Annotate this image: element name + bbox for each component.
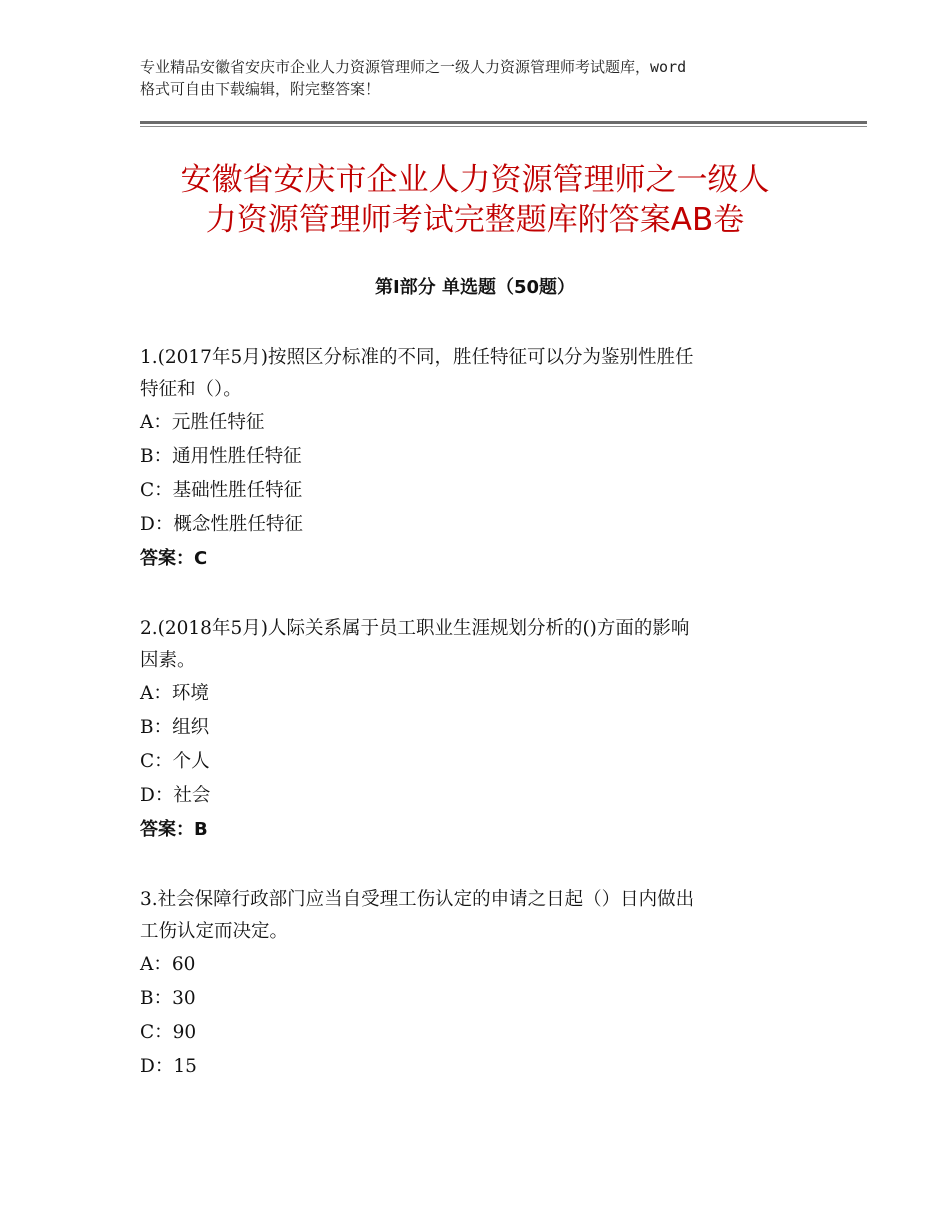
- section-title: 第Ⅰ部分 单选题（50题）: [374, 277, 575, 298]
- option-a: A：元胜任特征: [140, 412, 265, 433]
- option-d: D：概念性胜任特征: [140, 514, 303, 535]
- answer: 答案：B: [140, 819, 208, 840]
- question-3: [140, 884, 830, 1084]
- option-a: A：环境: [140, 683, 209, 704]
- question-stem: [140, 884, 830, 948]
- question-list: [140, 342, 830, 1121]
- question-stem: [140, 613, 830, 677]
- document-title: [120, 160, 830, 240]
- option-c: C：90: [140, 1022, 197, 1043]
- option-a: A：60: [140, 954, 196, 975]
- option-c: C：个人: [140, 751, 210, 772]
- question-stem-line: 因素。: [140, 650, 196, 671]
- header-note-line: 格式可自由下载编辑，附完整答案！: [140, 80, 381, 98]
- header-divider-thick: [140, 121, 867, 124]
- header-note: [140, 56, 840, 100]
- document-title-line: 安徽省安庆市企业人力资源管理师之一级人: [180, 162, 770, 198]
- option-b: B：组织: [140, 717, 210, 738]
- option-b: B：30: [140, 988, 196, 1009]
- document-title-line: 力资源管理师考试完整题库附答案AB卷: [205, 202, 745, 238]
- question-stem-line: 1.(2017年5月)按照区分标准的不同，胜任特征可以分为鉴别性胜任: [140, 347, 694, 368]
- question-1: [140, 342, 830, 576]
- question-stem-line: 特征和（）。: [140, 379, 242, 400]
- header-note-line: 专业精品安徽省安庆市企业人力资源管理师之一级人力资源管理师考试题库，word: [140, 58, 687, 76]
- option-d: D：15: [140, 1056, 197, 1077]
- header-divider-thin: [140, 126, 867, 127]
- question-2: [140, 613, 830, 847]
- question-stem-line: 3.社会保障行政部门应当自受理工伤认定的申请之日起（）日内做出: [140, 889, 695, 910]
- option-d: D：社会: [140, 785, 211, 806]
- question-stem-line: 工伤认定而决定。: [140, 921, 289, 942]
- question-stem: [140, 342, 830, 406]
- question-stem-line: 2.(2018年5月)人际关系属于员工职业生涯规划分析的()方面的影响: [140, 618, 690, 639]
- option-b: B：通用性胜任特征: [140, 446, 302, 467]
- option-c: C：基础性胜任特征: [140, 480, 303, 501]
- answer: 答案：C: [140, 548, 208, 569]
